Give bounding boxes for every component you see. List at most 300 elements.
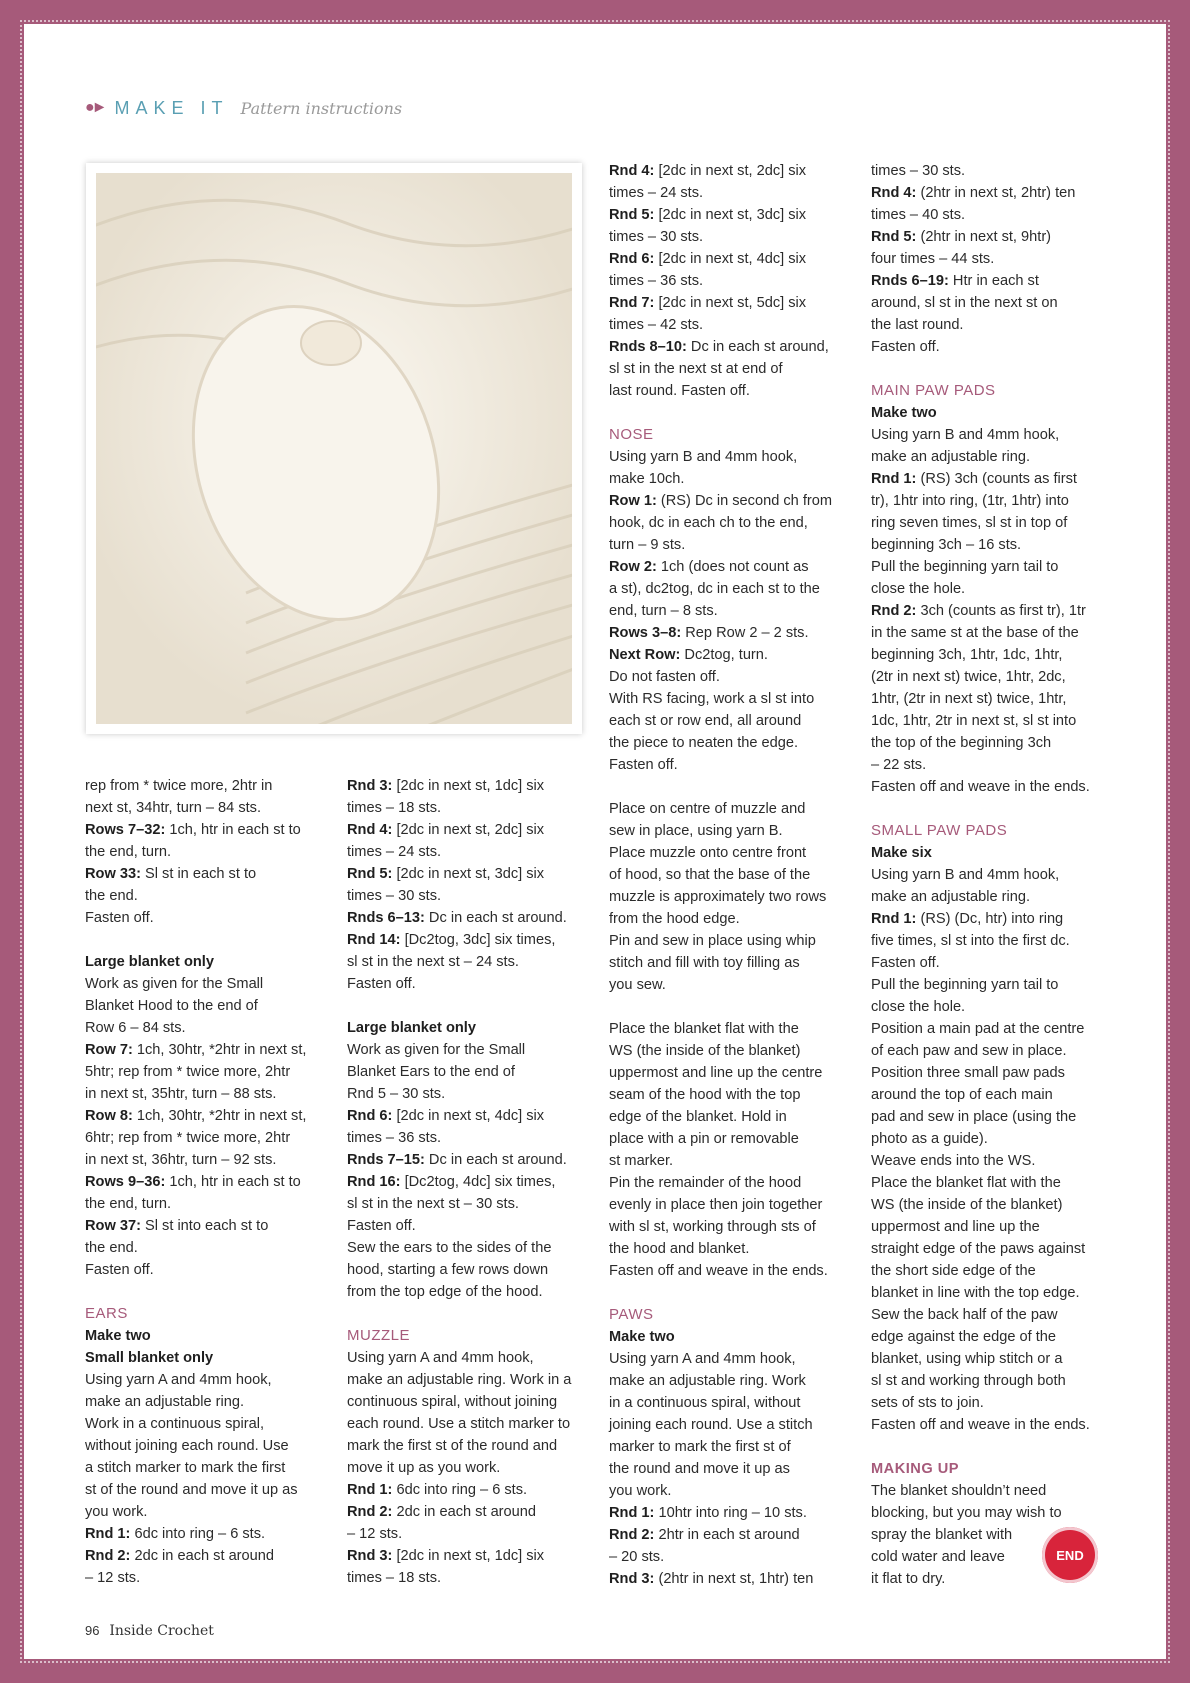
instruction-text: uppermost and line up the bbox=[871, 1219, 1040, 1235]
instruction-text: Pin and sew in place using whip bbox=[609, 933, 816, 949]
instruction-text: you work. bbox=[609, 1483, 672, 1499]
instruction-line bbox=[85, 1435, 325, 1457]
instruction-text: Using yarn B and 4mm hook, bbox=[609, 449, 798, 465]
instruction-line bbox=[871, 974, 1111, 996]
text-column-3 bbox=[609, 160, 849, 1590]
instruction-line bbox=[347, 1083, 587, 1105]
paragraph-gap bbox=[609, 776, 849, 798]
instruction-line bbox=[609, 1568, 849, 1590]
instruction-text: Dc in each st around, bbox=[686, 339, 829, 355]
instruction-text: five times, sl st into the first dc. bbox=[871, 933, 1070, 949]
instruction-line bbox=[871, 182, 1111, 204]
instruction-label: Rnds 8–10: bbox=[609, 339, 687, 355]
instruction-text: Row 6 – 84 sts. bbox=[85, 1020, 186, 1036]
instruction-line bbox=[871, 710, 1111, 732]
instruction-text: [2dc in next st, 4dc] six bbox=[654, 251, 807, 267]
instruction-line bbox=[347, 1457, 587, 1479]
instruction-line bbox=[871, 1194, 1111, 1216]
instruction-label: Rnd 1: bbox=[609, 1505, 655, 1521]
instruction-text: the end, turn. bbox=[85, 844, 172, 860]
instruction-text: in next st, 36htr, turn – 92 sts. bbox=[85, 1152, 277, 1168]
instruction-text: photo as a guide). bbox=[871, 1131, 988, 1147]
instruction-label: Rows 3–8: bbox=[609, 625, 682, 641]
instruction-text: (RS) (Dc, htr) into ring bbox=[916, 911, 1064, 927]
instruction-line bbox=[871, 886, 1111, 908]
instruction-text: Place on centre of muzzle and bbox=[609, 801, 806, 817]
instruction-line bbox=[609, 314, 849, 336]
instruction-label: Row 7: bbox=[85, 1042, 133, 1058]
instruction-text: Fasten off. bbox=[609, 757, 678, 773]
instruction-label: Next Row: bbox=[609, 647, 681, 663]
instruction-line bbox=[347, 1171, 587, 1193]
instruction-label: Make six bbox=[871, 845, 932, 861]
instruction-label: Rnd 2: bbox=[871, 603, 917, 619]
section-heading: NOSE bbox=[609, 426, 654, 443]
instruction-line bbox=[871, 446, 1111, 468]
instruction-text: muzzle is approximately two rows bbox=[609, 889, 827, 905]
instruction-line bbox=[609, 952, 849, 974]
instruction-text: hook, dc in each ch to the end, bbox=[609, 515, 808, 531]
instruction-label: Rows 9–36: bbox=[85, 1174, 166, 1190]
instruction-line bbox=[347, 1567, 587, 1589]
instruction-line bbox=[609, 1546, 849, 1568]
instruction-text: st marker. bbox=[609, 1153, 674, 1169]
instruction-text: times – 18 sts. bbox=[347, 1570, 442, 1586]
instruction-line bbox=[609, 820, 849, 842]
instruction-text: (2tr in next st) twice, 1htr, 2dc, bbox=[871, 669, 1066, 685]
instruction-line bbox=[871, 1172, 1111, 1194]
instruction-label: Rnd 4: bbox=[347, 822, 393, 838]
instruction-text: Sew the ears to the sides of the bbox=[347, 1240, 552, 1256]
instruction-text: 6dc into ring – 6 sts. bbox=[130, 1526, 266, 1542]
instruction-text: of hood, so that the base of the bbox=[609, 867, 811, 883]
instruction-label: Rnd 2: bbox=[85, 1548, 131, 1564]
instruction-line bbox=[347, 1545, 587, 1567]
instruction-text: 10htr into ring – 10 sts. bbox=[654, 1505, 807, 1521]
instruction-text: sl st in the next st – 24 sts. bbox=[347, 954, 519, 970]
instruction-text: close the hole. bbox=[871, 581, 966, 597]
paragraph-gap bbox=[85, 929, 325, 951]
instruction-text: it flat to dry. bbox=[871, 1571, 946, 1587]
section-heading: SMALL PAW PADS bbox=[871, 822, 1008, 839]
instruction-text: WS (the inside of the blanket) bbox=[871, 1197, 1063, 1213]
instruction-text: 1ch, htr in each st to bbox=[165, 822, 301, 838]
instruction-line bbox=[347, 1039, 587, 1061]
instruction-label: Rnd 4: bbox=[609, 163, 655, 179]
instruction-text: times – 24 sts. bbox=[347, 844, 442, 860]
instruction-text: [2dc in next st, 5dc] six bbox=[654, 295, 807, 311]
instruction-line bbox=[609, 974, 849, 996]
instruction-text: 2htr in each st around bbox=[654, 1527, 800, 1543]
instruction-line bbox=[609, 248, 849, 270]
instruction-line bbox=[85, 1149, 325, 1171]
instruction-text: Place the blanket flat with the bbox=[871, 1175, 1061, 1191]
end-badge: END bbox=[1042, 1527, 1098, 1583]
instruction-line bbox=[347, 1259, 587, 1281]
paragraph-gap bbox=[871, 358, 1111, 380]
instruction-line bbox=[609, 842, 849, 864]
instruction-line bbox=[871, 1348, 1111, 1370]
instruction-text: you sew. bbox=[609, 977, 666, 993]
page-header bbox=[85, 96, 402, 120]
instruction-line bbox=[871, 864, 1111, 886]
instruction-line bbox=[85, 1237, 325, 1259]
instruction-text: times – 30 sts. bbox=[871, 163, 966, 179]
instruction-text: make 10ch. bbox=[609, 471, 685, 487]
photo-frame bbox=[86, 163, 582, 734]
instruction-label: Row 2: bbox=[609, 559, 657, 575]
instruction-line bbox=[871, 1392, 1111, 1414]
instruction-text: rep from * twice more, 2htr in bbox=[85, 778, 273, 794]
instruction-line bbox=[871, 1106, 1111, 1128]
instruction-text: times – 24 sts. bbox=[609, 185, 704, 201]
instruction-label: Large blanket only bbox=[85, 954, 214, 970]
paragraph-gap bbox=[609, 996, 849, 1018]
instruction-text: Pin the remainder of the hood bbox=[609, 1175, 802, 1191]
instruction-line bbox=[347, 1501, 587, 1523]
instruction-text: each st or row end, all around bbox=[609, 713, 802, 729]
instruction-text: sl st in the next st – 30 sts. bbox=[347, 1196, 519, 1212]
instruction-line bbox=[871, 1018, 1111, 1040]
instruction-text: Fasten off and weave in the ends. bbox=[871, 779, 1090, 795]
text-column-1 bbox=[85, 775, 325, 1589]
instruction-label: Rnd 3: bbox=[609, 1571, 655, 1587]
instruction-text: a stitch marker to mark the first bbox=[85, 1460, 286, 1476]
instruction-text: Fasten off. bbox=[871, 339, 940, 355]
instruction-text: the end. bbox=[85, 1240, 138, 1256]
instruction-text: each round. Use a stitch marker to bbox=[347, 1416, 571, 1432]
instruction-line bbox=[871, 1216, 1111, 1238]
instruction-line bbox=[871, 622, 1111, 644]
instruction-text: times – 30 sts. bbox=[609, 229, 704, 245]
instruction-line bbox=[871, 1260, 1111, 1282]
instruction-text: sl st and working through both bbox=[871, 1373, 1066, 1389]
instruction-line bbox=[609, 1370, 849, 1392]
instruction-line bbox=[85, 1369, 325, 1391]
instruction-text: Fasten off. bbox=[347, 976, 416, 992]
instruction-line bbox=[871, 908, 1111, 930]
instruction-line bbox=[85, 885, 325, 907]
instruction-line bbox=[871, 248, 1111, 270]
instruction-text: without joining each round. Use bbox=[85, 1438, 289, 1454]
instruction-text: times – 42 sts. bbox=[609, 317, 704, 333]
instruction-text: the round and move it up as bbox=[609, 1461, 790, 1477]
blanket-photo bbox=[96, 173, 572, 724]
instruction-line bbox=[85, 841, 325, 863]
instruction-label: Large blanket only bbox=[347, 1020, 476, 1036]
instruction-text: cold water and leave bbox=[871, 1549, 1005, 1565]
instruction-label: Row 33: bbox=[85, 866, 141, 882]
instruction-line bbox=[871, 336, 1111, 358]
instruction-line bbox=[347, 1413, 587, 1435]
instruction-line bbox=[347, 1105, 587, 1127]
instruction-line bbox=[609, 908, 849, 930]
instruction-line bbox=[609, 578, 849, 600]
section-subtitle: Pattern instructions bbox=[240, 98, 403, 118]
instruction-text: 1ch, 30htr, *2htr in next st, bbox=[132, 1042, 307, 1058]
instruction-line bbox=[609, 534, 849, 556]
instruction-text: the end. bbox=[85, 888, 138, 904]
instruction-text: – 22 sts. bbox=[871, 757, 927, 773]
text-column-4 bbox=[871, 160, 1111, 1590]
instruction-text: (2htr in next st, 2htr) ten bbox=[916, 185, 1076, 201]
instruction-label: Rnd 2: bbox=[347, 1504, 393, 1520]
instruction-text: around, sl st in the next st on bbox=[871, 295, 1058, 311]
instruction-text: Using yarn A and 4mm hook, bbox=[347, 1350, 534, 1366]
instruction-text: beginning 3ch, 1htr, 1dc, 1htr, bbox=[871, 647, 1063, 663]
instruction-line bbox=[347, 841, 587, 863]
instruction-text: 6htr; rep from * twice more, 2htr bbox=[85, 1130, 291, 1146]
instruction-line bbox=[871, 1128, 1111, 1150]
instruction-text: evenly in place then join together bbox=[609, 1197, 823, 1213]
instruction-line bbox=[871, 490, 1111, 512]
instruction-line bbox=[871, 930, 1111, 952]
instruction-label: Rnd 7: bbox=[609, 295, 655, 311]
instruction-text: the top of the beginning 3ch bbox=[871, 735, 1052, 751]
instruction-line bbox=[85, 907, 325, 929]
instruction-line bbox=[347, 1061, 587, 1083]
instruction-text: edge against the edge of the bbox=[871, 1329, 1057, 1345]
instruction-text: [Dc2tog, 3dc] six times, bbox=[400, 932, 556, 948]
section-heading: MUZZLE bbox=[347, 1327, 410, 1344]
instruction-text: Work in a continuous spiral, bbox=[85, 1416, 264, 1432]
instruction-text: make an adjustable ring. bbox=[871, 449, 1031, 465]
instruction-line bbox=[609, 1392, 849, 1414]
instruction-text: Fasten off. bbox=[85, 910, 154, 926]
instruction-line bbox=[85, 775, 325, 797]
instruction-text: place with a pin or removable bbox=[609, 1131, 799, 1147]
instruction-text: [2dc in next st, 2dc] six bbox=[654, 163, 807, 179]
instruction-line bbox=[871, 1326, 1111, 1348]
instruction-line bbox=[609, 270, 849, 292]
instruction-line bbox=[871, 314, 1111, 336]
instruction-text: Blanket Ears to the end of bbox=[347, 1064, 515, 1080]
instruction-line bbox=[871, 160, 1111, 182]
text-column-2 bbox=[347, 775, 587, 1589]
instruction-line bbox=[347, 775, 587, 797]
instruction-line bbox=[609, 666, 849, 688]
instruction-line bbox=[609, 1480, 849, 1502]
instruction-line bbox=[347, 1369, 587, 1391]
instruction-line bbox=[85, 1347, 325, 1369]
instruction-text: beginning 3ch – 16 sts. bbox=[871, 537, 1022, 553]
instruction-line bbox=[85, 1567, 325, 1589]
instruction-line bbox=[347, 819, 587, 841]
instruction-text: hood, starting a few rows down bbox=[347, 1262, 549, 1278]
instruction-text: 1ch, 30htr, *2htr in next st, bbox=[132, 1108, 307, 1124]
instruction-text: blocking, but you may wish to bbox=[871, 1505, 1062, 1521]
instruction-line bbox=[871, 842, 1111, 864]
instruction-line bbox=[871, 270, 1111, 292]
instruction-text: – 12 sts. bbox=[347, 1526, 403, 1542]
instruction-line bbox=[85, 1413, 325, 1435]
section-heading: MAKING UP bbox=[871, 1461, 960, 1477]
instruction-line bbox=[347, 1347, 587, 1369]
instruction-label: Rnd 6: bbox=[347, 1108, 393, 1124]
instruction-line bbox=[85, 1523, 325, 1545]
instruction-line bbox=[609, 798, 849, 820]
instruction-label: Rnd 1: bbox=[871, 911, 917, 927]
instruction-text: Dc in each st around. bbox=[424, 910, 567, 926]
instruction-text: sets of sts to join. bbox=[871, 1395, 984, 1411]
instruction-line bbox=[85, 1083, 325, 1105]
instruction-line bbox=[609, 512, 849, 534]
instruction-text: close the hole. bbox=[871, 999, 966, 1015]
instruction-text: Work as given for the Small bbox=[85, 976, 264, 992]
instruction-line bbox=[347, 797, 587, 819]
instruction-line bbox=[871, 1282, 1111, 1304]
instruction-line bbox=[85, 797, 325, 819]
instruction-text: Fasten off. bbox=[85, 1262, 154, 1278]
instruction-line bbox=[609, 1106, 849, 1128]
instruction-text: turn – 9 sts. bbox=[609, 537, 686, 553]
instruction-text: of each paw and sew in place. bbox=[871, 1043, 1067, 1059]
paragraph-gap bbox=[347, 995, 587, 1017]
instruction-line bbox=[871, 688, 1111, 710]
instruction-text: (2htr in next st, 9htr) bbox=[916, 229, 1052, 245]
instruction-line bbox=[871, 1084, 1111, 1106]
instruction-line bbox=[609, 182, 849, 204]
instruction-text: Dc2tog, turn. bbox=[680, 647, 768, 663]
instruction-text: [2dc in next st, 2dc] six bbox=[392, 822, 545, 838]
instruction-text: uppermost and line up the centre bbox=[609, 1065, 823, 1081]
instruction-label: Rnd 14: bbox=[347, 932, 401, 948]
instruction-text: stitch and fill with toy filling as bbox=[609, 955, 800, 971]
instruction-text: move it up as you work. bbox=[347, 1460, 501, 1476]
instruction-text: times – 36 sts. bbox=[347, 1130, 442, 1146]
instruction-line bbox=[609, 1260, 849, 1282]
instruction-line bbox=[609, 336, 849, 358]
instruction-text: mark the first st of the round and bbox=[347, 1438, 558, 1454]
instruction-line bbox=[347, 973, 587, 995]
instruction-line bbox=[871, 996, 1111, 1018]
instruction-line bbox=[609, 644, 849, 666]
instruction-line bbox=[609, 1084, 849, 1106]
instruction-text: 5htr; rep from * twice more, 2htr bbox=[85, 1064, 291, 1080]
instruction-line bbox=[85, 973, 325, 995]
instruction-label: Rnds 6–19: bbox=[871, 273, 949, 289]
instruction-text: a st), dc2tog, dc in each st to the bbox=[609, 581, 820, 597]
instruction-line bbox=[609, 358, 849, 380]
instruction-label: Row 1: bbox=[609, 493, 657, 509]
instruction-text: WS (the inside of the blanket) bbox=[609, 1043, 801, 1059]
instruction-line bbox=[609, 1326, 849, 1348]
instruction-label: Rnd 4: bbox=[871, 185, 917, 201]
instruction-text: marker to mark the first st of bbox=[609, 1439, 791, 1455]
instruction-line bbox=[609, 754, 849, 776]
instruction-label: Rnds 6–13: bbox=[347, 910, 425, 926]
instruction-text: Do not fasten off. bbox=[609, 669, 720, 685]
instruction-text: (RS) 3ch (counts as first bbox=[916, 471, 1077, 487]
instruction-line bbox=[609, 1348, 849, 1370]
instruction-label: Rnd 5: bbox=[871, 229, 917, 245]
instruction-line bbox=[85, 1457, 325, 1479]
instruction-text: the piece to neaten the edge. bbox=[609, 735, 799, 751]
paragraph-gap bbox=[347, 1303, 587, 1325]
instruction-text: 1ch (does not count as bbox=[656, 559, 809, 575]
instruction-text: [Dc2tog, 4dc] six times, bbox=[400, 1174, 556, 1190]
instruction-line bbox=[347, 863, 587, 885]
instruction-line bbox=[85, 1391, 325, 1413]
paragraph-gap bbox=[609, 402, 849, 424]
instruction-text: (RS) Dc in second ch from bbox=[656, 493, 833, 509]
instruction-line bbox=[347, 1017, 587, 1039]
instruction-label: Rows 7–32: bbox=[85, 822, 166, 838]
instruction-line bbox=[609, 490, 849, 512]
instruction-line bbox=[871, 578, 1111, 600]
instruction-label: Rnd 2: bbox=[609, 1527, 655, 1543]
instruction-line bbox=[609, 468, 849, 490]
instruction-text: Using yarn A and 4mm hook, bbox=[85, 1372, 272, 1388]
instruction-line bbox=[609, 556, 849, 578]
instruction-line bbox=[609, 1436, 849, 1458]
instruction-line bbox=[609, 1018, 849, 1040]
instruction-text: around the top of each main bbox=[871, 1087, 1053, 1103]
instruction-label: Rnd 3: bbox=[347, 778, 393, 794]
instruction-text: Rnd 5 – 30 sts. bbox=[347, 1086, 446, 1102]
instruction-text: 1ch, htr in each st to bbox=[165, 1174, 301, 1190]
instruction-text: in the same st at the base of the bbox=[871, 625, 1079, 641]
instruction-text: – 20 sts. bbox=[609, 1549, 665, 1565]
instruction-line bbox=[347, 1523, 587, 1545]
instruction-text: Dc in each st around. bbox=[424, 1152, 567, 1168]
instruction-line bbox=[85, 1215, 325, 1237]
instruction-text: [2dc in next st, 3dc] six bbox=[654, 207, 807, 223]
instruction-label: Rnd 1: bbox=[871, 471, 917, 487]
instruction-line bbox=[347, 1149, 587, 1171]
instruction-text: Pull the beginning yarn tail to bbox=[871, 559, 1059, 575]
instruction-line bbox=[871, 644, 1111, 666]
instruction-label: Rnd 16: bbox=[347, 1174, 401, 1190]
instruction-text: Sew the back half of the paw bbox=[871, 1307, 1058, 1323]
instruction-line bbox=[85, 1545, 325, 1567]
instruction-text: Fasten off and weave in the ends. bbox=[871, 1417, 1090, 1433]
instruction-label: Rnd 1: bbox=[85, 1526, 131, 1542]
instruction-text: Place the blanket flat with the bbox=[609, 1021, 799, 1037]
instruction-line bbox=[85, 863, 325, 885]
instruction-line bbox=[871, 1062, 1111, 1084]
instruction-line bbox=[347, 1193, 587, 1215]
instruction-text: Fasten off. bbox=[347, 1218, 416, 1234]
instruction-text: Sl st into each st to bbox=[140, 1218, 269, 1234]
instruction-line bbox=[347, 1237, 587, 1259]
page-footer bbox=[85, 1622, 214, 1639]
instruction-text: (2htr in next st, 1htr) ten bbox=[654, 1571, 814, 1587]
instruction-line bbox=[871, 666, 1111, 688]
instruction-line bbox=[609, 380, 849, 402]
instruction-label: Rnd 6: bbox=[609, 251, 655, 267]
instruction-line bbox=[609, 1458, 849, 1480]
instruction-label: Make two bbox=[609, 1329, 675, 1345]
instruction-label: Make two bbox=[85, 1328, 151, 1344]
instruction-line bbox=[609, 160, 849, 182]
instruction-text: [2dc in next st, 1dc] six bbox=[392, 1548, 545, 1564]
instruction-text: 1dc, 1htr, 2tr in next st, sl st into bbox=[871, 713, 1077, 729]
instruction-line bbox=[609, 1040, 849, 1062]
instruction-line bbox=[609, 1414, 849, 1436]
instruction-text: Position a main pad at the centre bbox=[871, 1021, 1085, 1037]
section-label: MAKE IT bbox=[114, 97, 229, 118]
paragraph-gap bbox=[871, 1436, 1111, 1458]
instruction-line bbox=[609, 204, 849, 226]
instruction-line bbox=[85, 1127, 325, 1149]
instruction-text: seam of the hood with the top bbox=[609, 1087, 801, 1103]
instruction-text: make an adjustable ring. Work in a bbox=[347, 1372, 572, 1388]
instruction-text: Fasten off. bbox=[871, 955, 940, 971]
instruction-text: from the top edge of the hood. bbox=[347, 1284, 543, 1300]
instruction-line bbox=[609, 1128, 849, 1150]
instruction-text: 6dc into ring – 6 sts. bbox=[392, 1482, 528, 1498]
